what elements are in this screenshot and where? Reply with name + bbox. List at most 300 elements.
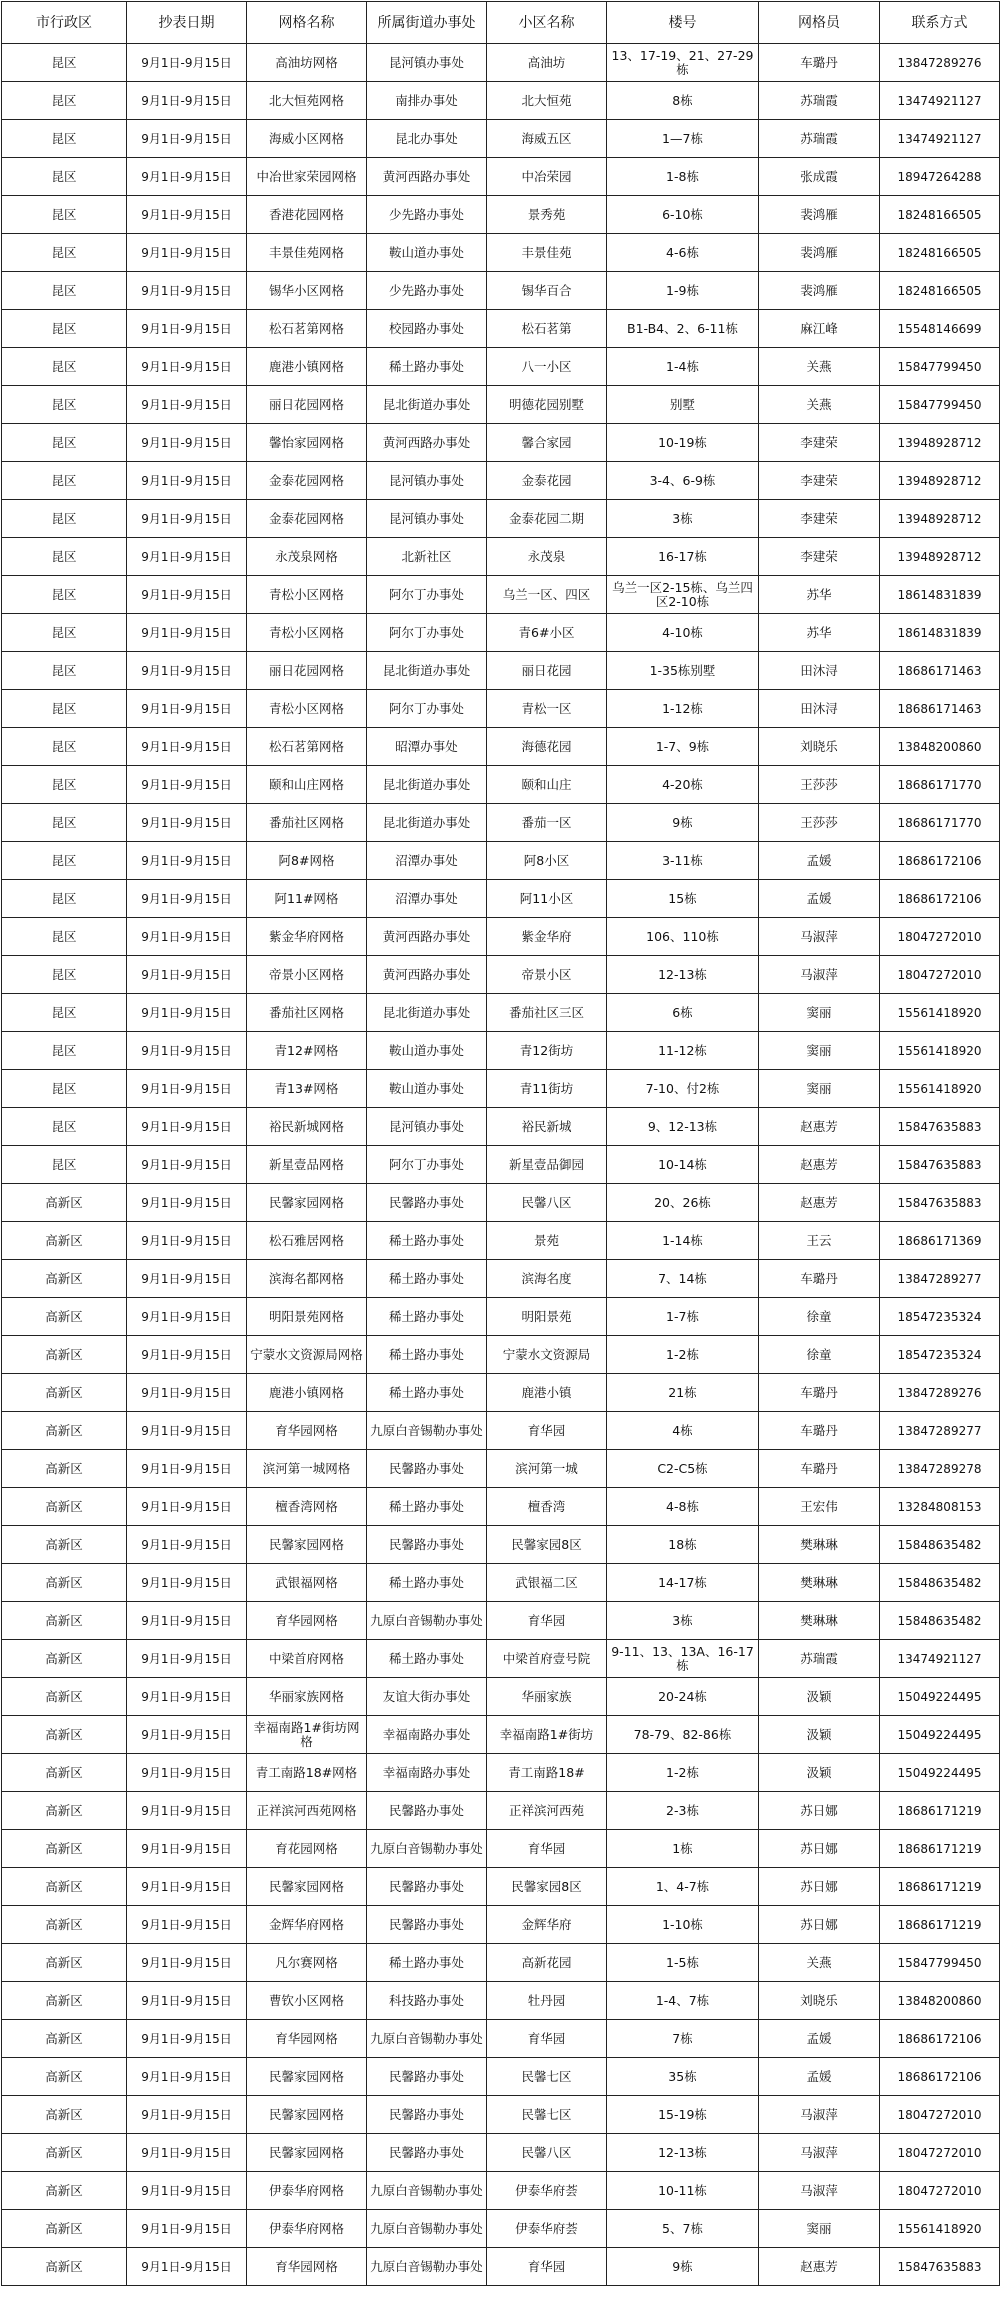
cell-district: 昆区 — [2, 310, 127, 348]
cell-building: 9栋 — [607, 804, 759, 842]
table-row — [2, 2134, 1000, 2172]
table-row — [2, 424, 1000, 462]
cell-grid-name: 高油坊网格 — [247, 44, 367, 82]
cell-community: 育华园 — [487, 2020, 607, 2058]
cell-grid-name: 民馨家园网格 — [247, 2058, 367, 2096]
cell-grid-name: 滨海名都网格 — [247, 1260, 367, 1298]
cell-grid-name: 永茂泉网格 — [247, 538, 367, 576]
cell-contact: 18686171219 — [880, 1830, 1000, 1868]
cell-date: 9月1日-9月15日 — [127, 614, 247, 652]
table-row — [2, 1678, 1000, 1716]
cell-subdistrict-office: 阿尔丁办事处 — [367, 614, 487, 652]
cell-community: 滨河第一城 — [487, 1450, 607, 1488]
cell-building: 13、17-19、21、27-29栋 — [607, 44, 759, 82]
cell-contact: 18047272010 — [880, 2172, 1000, 2210]
cell-community: 育华园 — [487, 1830, 607, 1868]
table-row — [2, 1488, 1000, 1526]
table-row — [2, 728, 1000, 766]
cell-building: 1-12栋 — [607, 690, 759, 728]
cell-community: 帝景小区 — [487, 956, 607, 994]
cell-contact: 15049224495 — [880, 1678, 1000, 1716]
cell-grid-name: 锡华小区网格 — [247, 272, 367, 310]
cell-subdistrict-office: 民馨路办事处 — [367, 2134, 487, 2172]
cell-date: 9月1日-9月15日 — [127, 272, 247, 310]
cell-grid-staff: 马淑萍 — [759, 2134, 880, 2172]
cell-subdistrict-office: 沼潭办事处 — [367, 880, 487, 918]
cell-district: 昆区 — [2, 652, 127, 690]
cell-subdistrict-office: 黄河西路办事处 — [367, 956, 487, 994]
cell-date: 9月1日-9月15日 — [127, 2096, 247, 2134]
cell-contact: 18047272010 — [880, 918, 1000, 956]
cell-community: 阿8小区 — [487, 842, 607, 880]
cell-grid-name: 松石茗第网格 — [247, 728, 367, 766]
cell-community: 景苑 — [487, 1222, 607, 1260]
cell-date: 9月1日-9月15日 — [127, 1526, 247, 1564]
cell-subdistrict-office: 黄河西路办事处 — [367, 918, 487, 956]
cell-contact: 18047272010 — [880, 2134, 1000, 2172]
cell-subdistrict-office: 阿尔丁办事处 — [367, 690, 487, 728]
table-row — [2, 386, 1000, 424]
table-row — [2, 1526, 1000, 1564]
cell-date: 9月1日-9月15日 — [127, 1070, 247, 1108]
cell-building: 106、110栋 — [607, 918, 759, 956]
cell-grid-staff: 车璐丹 — [759, 1374, 880, 1412]
cell-contact: 15561418920 — [880, 1032, 1000, 1070]
header-district: 市行政区 — [2, 2, 127, 44]
cell-grid-staff: 苏瑞霞 — [759, 1640, 880, 1678]
cell-district: 高新区 — [2, 1184, 127, 1222]
cell-grid-name: 青松小区网格 — [247, 614, 367, 652]
cell-subdistrict-office: 昆河镇办事处 — [367, 500, 487, 538]
cell-grid-name: 民馨家园网格 — [247, 1184, 367, 1222]
table-row — [2, 994, 1000, 1032]
cell-building: 3-4、6-9栋 — [607, 462, 759, 500]
cell-contact: 18686171463 — [880, 690, 1000, 728]
cell-district: 高新区 — [2, 1374, 127, 1412]
cell-building: 16-17栋 — [607, 538, 759, 576]
cell-district: 高新区 — [2, 1944, 127, 1982]
table-row — [2, 766, 1000, 804]
cell-date: 9月1日-9月15日 — [127, 1792, 247, 1830]
cell-district: 高新区 — [2, 2210, 127, 2248]
cell-grid-name: 中冶世家荣园网格 — [247, 158, 367, 196]
cell-grid-staff: 李建荣 — [759, 500, 880, 538]
cell-grid-name: 幸福南路1#街坊网格 — [247, 1716, 367, 1754]
cell-community: 丽日花园 — [487, 652, 607, 690]
cell-contact: 18047272010 — [880, 2096, 1000, 2134]
cell-community: 檀香湾 — [487, 1488, 607, 1526]
cell-district: 高新区 — [2, 1602, 127, 1640]
cell-district: 昆区 — [2, 538, 127, 576]
cell-community: 高新花园 — [487, 1944, 607, 1982]
cell-district: 昆区 — [2, 728, 127, 766]
cell-grid-staff: 孟媛 — [759, 842, 880, 880]
table-row — [2, 1944, 1000, 1982]
cell-community: 滨海名度 — [487, 1260, 607, 1298]
cell-grid-staff: 苏日娜 — [759, 1792, 880, 1830]
cell-building: 8栋 — [607, 82, 759, 120]
cell-subdistrict-office: 昆北街道办事处 — [367, 766, 487, 804]
cell-district: 高新区 — [2, 2134, 127, 2172]
table-row — [2, 462, 1000, 500]
cell-grid-name: 伊泰华府网格 — [247, 2210, 367, 2248]
cell-district: 昆区 — [2, 82, 127, 120]
cell-grid-staff: 孟媛 — [759, 880, 880, 918]
cell-subdistrict-office: 民馨路办事处 — [367, 1450, 487, 1488]
cell-district: 昆区 — [2, 44, 127, 82]
cell-grid-name: 丰景佳苑网格 — [247, 234, 367, 272]
table-row — [2, 2058, 1000, 2096]
cell-building: C2-C5栋 — [607, 1450, 759, 1488]
table-row — [2, 880, 1000, 918]
cell-grid-name: 民馨家园网格 — [247, 1868, 367, 1906]
cell-district: 高新区 — [2, 1792, 127, 1830]
cell-building: 14-17栋 — [607, 1564, 759, 1602]
cell-date: 9月1日-9月15日 — [127, 2172, 247, 2210]
cell-grid-staff: 窦丽 — [759, 1032, 880, 1070]
cell-community: 民馨家园8区 — [487, 1526, 607, 1564]
cell-building: 4-10栋 — [607, 614, 759, 652]
cell-grid-staff: 苏华 — [759, 576, 880, 614]
cell-subdistrict-office: 科技路办事处 — [367, 1982, 487, 2020]
table-row — [2, 1374, 1000, 1412]
cell-grid-name: 育华园网格 — [247, 2248, 367, 2286]
cell-district: 昆区 — [2, 994, 127, 1032]
cell-grid-name: 颐和山庄网格 — [247, 766, 367, 804]
cell-community: 牡丹园 — [487, 1982, 607, 2020]
cell-building: 1-35栋别墅 — [607, 652, 759, 690]
cell-grid-name: 青松小区网格 — [247, 576, 367, 614]
cell-grid-staff: 李建荣 — [759, 462, 880, 500]
cell-date: 9月1日-9月15日 — [127, 1260, 247, 1298]
cell-building: 20、26栋 — [607, 1184, 759, 1222]
cell-subdistrict-office: 校园路办事处 — [367, 310, 487, 348]
cell-contact: 18686172106 — [880, 2020, 1000, 2058]
cell-subdistrict-office: 稀土路办事处 — [367, 1260, 487, 1298]
cell-contact: 13948928712 — [880, 538, 1000, 576]
cell-date: 9月1日-9月15日 — [127, 842, 247, 880]
cell-community: 育华园 — [487, 1602, 607, 1640]
cell-building: 1-10栋 — [607, 1906, 759, 1944]
cell-date: 9月1日-9月15日 — [127, 1944, 247, 1982]
cell-grid-name: 馨怡家园网格 — [247, 424, 367, 462]
table-row — [2, 1260, 1000, 1298]
cell-grid-staff: 赵惠芳 — [759, 2248, 880, 2286]
cell-grid-name: 丽日花园网格 — [247, 386, 367, 424]
cell-subdistrict-office: 幸福南路办事处 — [367, 1754, 487, 1792]
cell-grid-name: 育华园网格 — [247, 2020, 367, 2058]
cell-contact: 18547235324 — [880, 1336, 1000, 1374]
cell-date: 9月1日-9月15日 — [127, 1868, 247, 1906]
cell-grid-staff: 王云 — [759, 1222, 880, 1260]
cell-building: 4-20栋 — [607, 766, 759, 804]
cell-contact: 13284808153 — [880, 1488, 1000, 1526]
cell-subdistrict-office: 阿尔丁办事处 — [367, 1146, 487, 1184]
cell-contact: 18686171219 — [880, 1792, 1000, 1830]
cell-date: 9月1日-9月15日 — [127, 690, 247, 728]
cell-community: 华丽家族 — [487, 1678, 607, 1716]
cell-contact: 13847289277 — [880, 1412, 1000, 1450]
cell-contact: 13848200860 — [880, 728, 1000, 766]
cell-date: 9月1日-9月15日 — [127, 44, 247, 82]
cell-district: 昆区 — [2, 1032, 127, 1070]
cell-building: 1-4、7栋 — [607, 1982, 759, 2020]
cell-date: 9月1日-9月15日 — [127, 1298, 247, 1336]
cell-contact: 15847799450 — [880, 386, 1000, 424]
cell-contact: 18686171770 — [880, 804, 1000, 842]
cell-grid-staff: 张成霞 — [759, 158, 880, 196]
cell-district: 昆区 — [2, 576, 127, 614]
cell-community: 青11街坊 — [487, 1070, 607, 1108]
cell-subdistrict-office: 民馨路办事处 — [367, 1906, 487, 1944]
cell-building: 7、14栋 — [607, 1260, 759, 1298]
table-row — [2, 1868, 1000, 1906]
cell-community: 乌兰一区、四区 — [487, 576, 607, 614]
cell-contact: 18686172106 — [880, 842, 1000, 880]
table-row — [2, 120, 1000, 158]
cell-contact: 18614831839 — [880, 576, 1000, 614]
cell-grid-name: 凡尔赛网格 — [247, 1944, 367, 1982]
cell-grid-staff: 王莎莎 — [759, 804, 880, 842]
cell-grid-staff: 车璐丹 — [759, 1260, 880, 1298]
cell-community: 青6#小区 — [487, 614, 607, 652]
cell-subdistrict-office: 九原白音锡勒办事处 — [367, 1602, 487, 1640]
cell-contact: 15561418920 — [880, 2210, 1000, 2248]
cell-contact: 18614831839 — [880, 614, 1000, 652]
cell-district: 高新区 — [2, 1222, 127, 1260]
table-row — [2, 1564, 1000, 1602]
cell-community: 民馨七区 — [487, 2096, 607, 2134]
cell-subdistrict-office: 九原白音锡勒办事处 — [367, 1830, 487, 1868]
cell-community: 明德花园别墅 — [487, 386, 607, 424]
cell-community: 番茄一区 — [487, 804, 607, 842]
cell-grid-staff: 李建荣 — [759, 424, 880, 462]
cell-grid-name: 青工南路18#网格 — [247, 1754, 367, 1792]
table-row — [2, 272, 1000, 310]
cell-contact: 18686171463 — [880, 652, 1000, 690]
cell-contact: 18686172106 — [880, 880, 1000, 918]
cell-building: 1、4-7栋 — [607, 1868, 759, 1906]
cell-district: 高新区 — [2, 1868, 127, 1906]
cell-subdistrict-office: 鞍山道办事处 — [367, 1070, 487, 1108]
cell-date: 9月1日-9月15日 — [127, 576, 247, 614]
cell-district: 昆区 — [2, 500, 127, 538]
cell-contact: 15049224495 — [880, 1754, 1000, 1792]
cell-contact: 15847799450 — [880, 1944, 1000, 1982]
table-row — [2, 234, 1000, 272]
cell-date: 9月1日-9月15日 — [127, 1830, 247, 1868]
table-row — [2, 2172, 1000, 2210]
cell-date: 9月1日-9月15日 — [127, 120, 247, 158]
cell-contact: 15848635482 — [880, 1602, 1000, 1640]
cell-date: 9月1日-9月15日 — [127, 1640, 247, 1678]
cell-building: 21栋 — [607, 1374, 759, 1412]
table-row — [2, 1792, 1000, 1830]
cell-district: 昆区 — [2, 158, 127, 196]
cell-date: 9月1日-9月15日 — [127, 2058, 247, 2096]
cell-subdistrict-office: 民馨路办事处 — [367, 1526, 487, 1564]
cell-community: 八一小区 — [487, 348, 607, 386]
cell-building: 9、12-13栋 — [607, 1108, 759, 1146]
cell-community: 永茂泉 — [487, 538, 607, 576]
cell-contact: 18686171219 — [880, 1868, 1000, 1906]
cell-subdistrict-office: 九原白音锡勒办事处 — [367, 2210, 487, 2248]
cell-grid-staff: 樊琳琳 — [759, 1602, 880, 1640]
cell-district: 昆区 — [2, 804, 127, 842]
table-row — [2, 2210, 1000, 2248]
cell-building: 1-14栋 — [607, 1222, 759, 1260]
cell-building: 4栋 — [607, 1412, 759, 1450]
cell-contact: 13847289277 — [880, 1260, 1000, 1298]
cell-district: 昆区 — [2, 956, 127, 994]
table-row — [2, 1602, 1000, 1640]
cell-building: 78-79、82-86栋 — [607, 1716, 759, 1754]
header-community: 小区名称 — [487, 2, 607, 44]
cell-grid-staff: 赵惠芳 — [759, 1146, 880, 1184]
cell-grid-staff: 苏日娜 — [759, 1906, 880, 1944]
cell-district: 昆区 — [2, 1146, 127, 1184]
table-row — [2, 538, 1000, 576]
cell-date: 9月1日-9月15日 — [127, 348, 247, 386]
cell-subdistrict-office: 鞍山道办事处 — [367, 1032, 487, 1070]
cell-grid-staff: 王宏伟 — [759, 1488, 880, 1526]
cell-district: 高新区 — [2, 2058, 127, 2096]
cell-subdistrict-office: 鞍山道办事处 — [367, 234, 487, 272]
cell-district: 高新区 — [2, 1336, 127, 1374]
cell-building: 35栋 — [607, 2058, 759, 2096]
table-row — [2, 690, 1000, 728]
cell-community: 正祥滨河西苑 — [487, 1792, 607, 1830]
cell-subdistrict-office: 昆河镇办事处 — [367, 1108, 487, 1146]
cell-grid-name: 民馨家园网格 — [247, 2134, 367, 2172]
cell-community: 阿11小区 — [487, 880, 607, 918]
cell-grid-staff: 苏日娜 — [759, 1830, 880, 1868]
cell-subdistrict-office: 昆河镇办事处 — [367, 44, 487, 82]
table-row — [2, 1222, 1000, 1260]
cell-subdistrict-office: 稀土路办事处 — [367, 1374, 487, 1412]
cell-community: 青12街坊 — [487, 1032, 607, 1070]
cell-building: 7-10、付2栋 — [607, 1070, 759, 1108]
cell-grid-staff: 苏华 — [759, 614, 880, 652]
table-row — [2, 2096, 1000, 2134]
cell-date: 9月1日-9月15日 — [127, 1564, 247, 1602]
cell-building: 6-10栋 — [607, 196, 759, 234]
cell-contact: 15848635482 — [880, 1526, 1000, 1564]
cell-grid-staff: 樊琳琳 — [759, 1526, 880, 1564]
cell-subdistrict-office: 少先路办事处 — [367, 272, 487, 310]
cell-grid-name: 香港花园网格 — [247, 196, 367, 234]
cell-district: 昆区 — [2, 272, 127, 310]
cell-community: 新星壹品御园 — [487, 1146, 607, 1184]
cell-date: 9月1日-9月15日 — [127, 500, 247, 538]
table-row — [2, 842, 1000, 880]
cell-contact: 15847635883 — [880, 1184, 1000, 1222]
table-row — [2, 1450, 1000, 1488]
cell-date: 9月1日-9月15日 — [127, 918, 247, 956]
table-row — [2, 956, 1000, 994]
cell-building: 别墅 — [607, 386, 759, 424]
cell-date: 9月1日-9月15日 — [127, 1412, 247, 1450]
cell-grid-name: 海威小区网格 — [247, 120, 367, 158]
cell-subdistrict-office: 昆北街道办事处 — [367, 386, 487, 424]
cell-contact: 15561418920 — [880, 1070, 1000, 1108]
cell-grid-staff: 车璐丹 — [759, 1450, 880, 1488]
cell-district: 高新区 — [2, 1450, 127, 1488]
cell-contact: 18248166505 — [880, 196, 1000, 234]
cell-community: 高油坊 — [487, 44, 607, 82]
cell-district: 高新区 — [2, 2248, 127, 2286]
header-subdistrict-office: 所属街道办事处 — [367, 2, 487, 44]
cell-subdistrict-office: 幸福南路办事处 — [367, 1716, 487, 1754]
cell-district: 昆区 — [2, 614, 127, 652]
cell-contact: 18686171770 — [880, 766, 1000, 804]
cell-building: 10-14栋 — [607, 1146, 759, 1184]
cell-community: 育华园 — [487, 2248, 607, 2286]
cell-contact: 18686171369 — [880, 1222, 1000, 1260]
cell-contact: 13948928712 — [880, 424, 1000, 462]
cell-grid-staff: 徐童 — [759, 1336, 880, 1374]
cell-building: 7栋 — [607, 2020, 759, 2058]
cell-grid-name: 丽日花园网格 — [247, 652, 367, 690]
cell-subdistrict-office: 稀土路办事处 — [367, 1222, 487, 1260]
cell-date: 9月1日-9月15日 — [127, 1906, 247, 1944]
cell-district: 高新区 — [2, 1678, 127, 1716]
cell-grid-staff: 关燕 — [759, 348, 880, 386]
cell-grid-name: 鹿港小镇网格 — [247, 1374, 367, 1412]
cell-district: 昆区 — [2, 234, 127, 272]
cell-building: 1栋 — [607, 1830, 759, 1868]
cell-community: 青松一区 — [487, 690, 607, 728]
table-body — [2, 44, 1000, 2286]
cell-subdistrict-office: 昆北街道办事处 — [367, 994, 487, 1032]
cell-date: 9月1日-9月15日 — [127, 1184, 247, 1222]
table-row — [2, 1298, 1000, 1336]
cell-subdistrict-office: 沼潭办事处 — [367, 842, 487, 880]
cell-subdistrict-office: 九原白音锡勒办事处 — [367, 1412, 487, 1450]
cell-community: 景秀苑 — [487, 196, 607, 234]
cell-grid-staff: 李建荣 — [759, 538, 880, 576]
cell-district: 昆区 — [2, 424, 127, 462]
cell-grid-staff: 樊琳琳 — [759, 1564, 880, 1602]
header-grid-name: 网格名称 — [247, 2, 367, 44]
cell-community: 伊泰华府荟 — [487, 2210, 607, 2248]
cell-contact: 15848635482 — [880, 1564, 1000, 1602]
cell-date: 9月1日-9月15日 — [127, 1678, 247, 1716]
cell-grid-name: 育华园网格 — [247, 1412, 367, 1450]
cell-district: 昆区 — [2, 880, 127, 918]
table-row — [2, 1412, 1000, 1450]
cell-community: 伊泰华府荟 — [487, 2172, 607, 2210]
cell-grid-staff: 田沐浔 — [759, 652, 880, 690]
cell-grid-name: 育花园网格 — [247, 1830, 367, 1868]
table-row — [2, 310, 1000, 348]
cell-district: 高新区 — [2, 1564, 127, 1602]
cell-date: 9月1日-9月15日 — [127, 1754, 247, 1792]
header-row — [2, 2, 1000, 44]
cell-community: 海德花园 — [487, 728, 607, 766]
cell-contact: 15847799450 — [880, 348, 1000, 386]
cell-building: 10-19栋 — [607, 424, 759, 462]
cell-grid-staff: 苏瑞霞 — [759, 120, 880, 158]
cell-district: 高新区 — [2, 1260, 127, 1298]
cell-date: 9月1日-9月15日 — [127, 462, 247, 500]
header-grid-staff: 网格员 — [759, 2, 880, 44]
cell-subdistrict-office: 稀土路办事处 — [367, 1336, 487, 1374]
table-row — [2, 1982, 1000, 2020]
cell-grid-name: 明阳景苑网格 — [247, 1298, 367, 1336]
cell-date: 9月1日-9月15日 — [127, 880, 247, 918]
table-row — [2, 500, 1000, 538]
